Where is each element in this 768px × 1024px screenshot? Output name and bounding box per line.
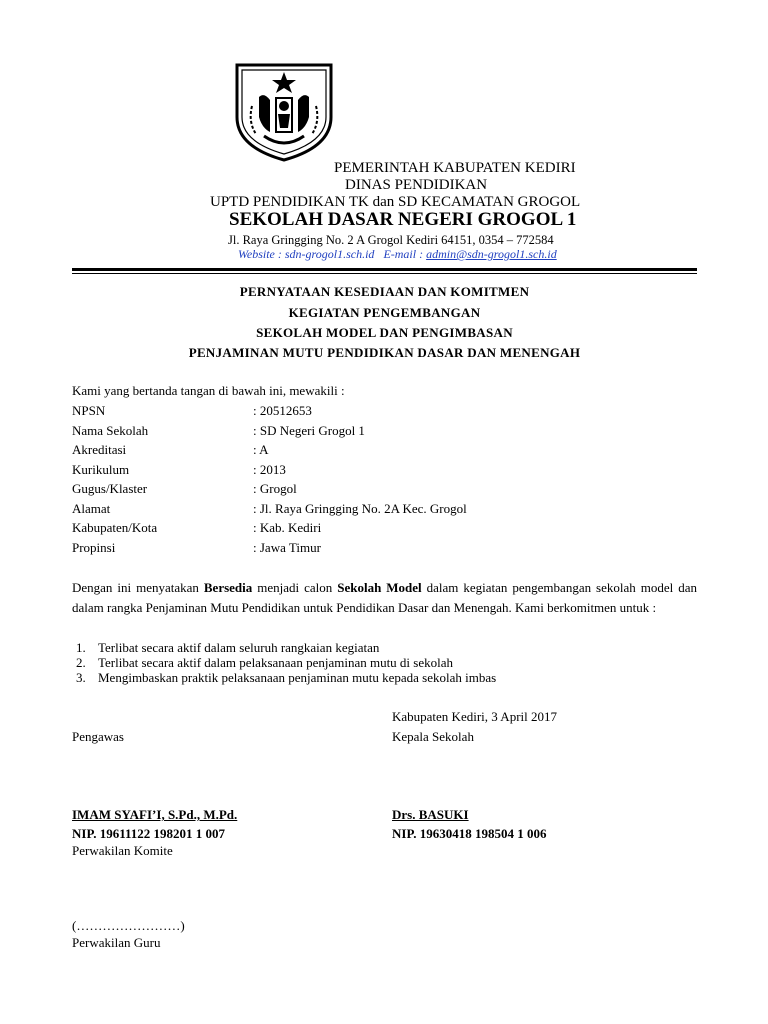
field-label: Kabupaten/Kota xyxy=(72,520,158,535)
kediri-regency-crest-icon xyxy=(234,62,334,162)
list-item-number: 1. xyxy=(76,640,86,655)
letterhead-government: PEMERINTAH KABUPATEN KEDIRI xyxy=(334,160,576,176)
statement-paragraph: Dengan ini menyatakan Bersedia menjadi calon Sekolah Model dalam kegiatan pengembangan sekolah model dan dalam rangka Penjaminan Mutu Pendidikan untuk Pendidikan Dasar dan Menengah. Kami berkomitmen untuk : xyxy=(72,580,697,615)
principal-nip: NIP. 19630418 198504 1 006 xyxy=(392,826,547,841)
document-title-line-4: PENJAMINAN MUTU PENDIDIKAN DASAR DAN MENENGAH xyxy=(188,345,581,360)
field-value: : A xyxy=(253,442,269,457)
list-item: Terlibat secara aktif dalam pelaksanaan penjaminan mutu di sekolah xyxy=(98,655,454,670)
letterhead-contact xyxy=(238,247,557,262)
letterhead-uptd: UPTD PENDIDIKAN TK dan SD KECAMATAN GROGOL xyxy=(210,194,581,210)
field-value: : Jl. Raya Gringging No. 2A Kec. Grogol xyxy=(253,501,467,516)
letterhead-divider-thick xyxy=(72,268,697,271)
list-item: Terlibat secara aktif dalam seluruh rangkaian kegiatan xyxy=(98,640,380,655)
principal-role: Kepala Sekolah xyxy=(392,729,474,744)
document-title-line-1: PERNYATAAN KESEDIAAN DAN KOMITMEN xyxy=(239,284,530,299)
bersedia-emphasis: Bersedia xyxy=(203,580,253,595)
letterhead-department: DINAS PENDIDIKAN xyxy=(345,177,488,193)
field-label: Nama Sekolah xyxy=(72,423,149,438)
field-label: Propinsi xyxy=(72,540,116,555)
list-item: Mengimbaskan praktik pelaksanaan penjaminan mutu kepada sekolah imbas xyxy=(98,670,497,685)
principal-name: Drs. BASUKI xyxy=(392,807,469,822)
supervisor-name: IMAM SYAFI’I, S.Pd., M.Pd. xyxy=(72,807,238,822)
supervisor-role: Pengawas xyxy=(72,729,124,744)
field-label: Alamat xyxy=(72,501,111,516)
field-value: : 20512653 xyxy=(253,403,312,418)
letterhead-divider-thin xyxy=(72,273,697,274)
document-title-line-2: KEGIATAN PENGEMBANGAN xyxy=(288,305,481,320)
teacher-role: Perwakilan Guru xyxy=(72,935,161,950)
letterhead-school-name: SEKOLAH DASAR NEGERI GROGOL 1 xyxy=(229,209,577,230)
email-label: E-mail : xyxy=(383,247,424,261)
email-link[interactable]: admin@sdn-grogol1.sch.id xyxy=(426,247,557,261)
document-title-line-3: SEKOLAH MODEL DAN PENGIMBASAN xyxy=(256,325,513,340)
website-link[interactable]: Website : sdn-grogol1.sch.id xyxy=(238,247,375,261)
field-value: : Jawa Timur xyxy=(253,540,321,555)
field-value: : SD Negeri Grogol 1 xyxy=(253,423,365,438)
intro-text: Kami yang bertanda tangan di bawah ini, mewakili : xyxy=(72,383,345,398)
letterhead-address: Jl. Raya Gringging No. 2 A Grogol Kediri 64151, 0354 – 772584 xyxy=(228,233,554,247)
field-value: : 2013 xyxy=(253,462,286,477)
supervisor-nip: NIP. 19611122 198201 1 007 xyxy=(72,826,226,841)
committee-role: Perwakilan Komite xyxy=(72,843,173,858)
place-date: Kabupaten Kediri, 3 April 2017 xyxy=(392,709,557,724)
committee-signature-blank: (……………………) xyxy=(72,918,185,933)
field-label: Kurikulum xyxy=(72,462,130,477)
field-label: NPSN xyxy=(72,403,106,418)
list-item-number: 3. xyxy=(76,670,86,685)
field-label: Akreditasi xyxy=(72,442,127,457)
field-value: : Grogol xyxy=(253,481,297,496)
list-item-number: 2. xyxy=(76,655,86,670)
field-value: : Kab. Kediri xyxy=(253,520,322,535)
field-label: Gugus/Klaster xyxy=(72,481,148,496)
sekolah-model-emphasis: Sekolah Model xyxy=(337,580,422,595)
